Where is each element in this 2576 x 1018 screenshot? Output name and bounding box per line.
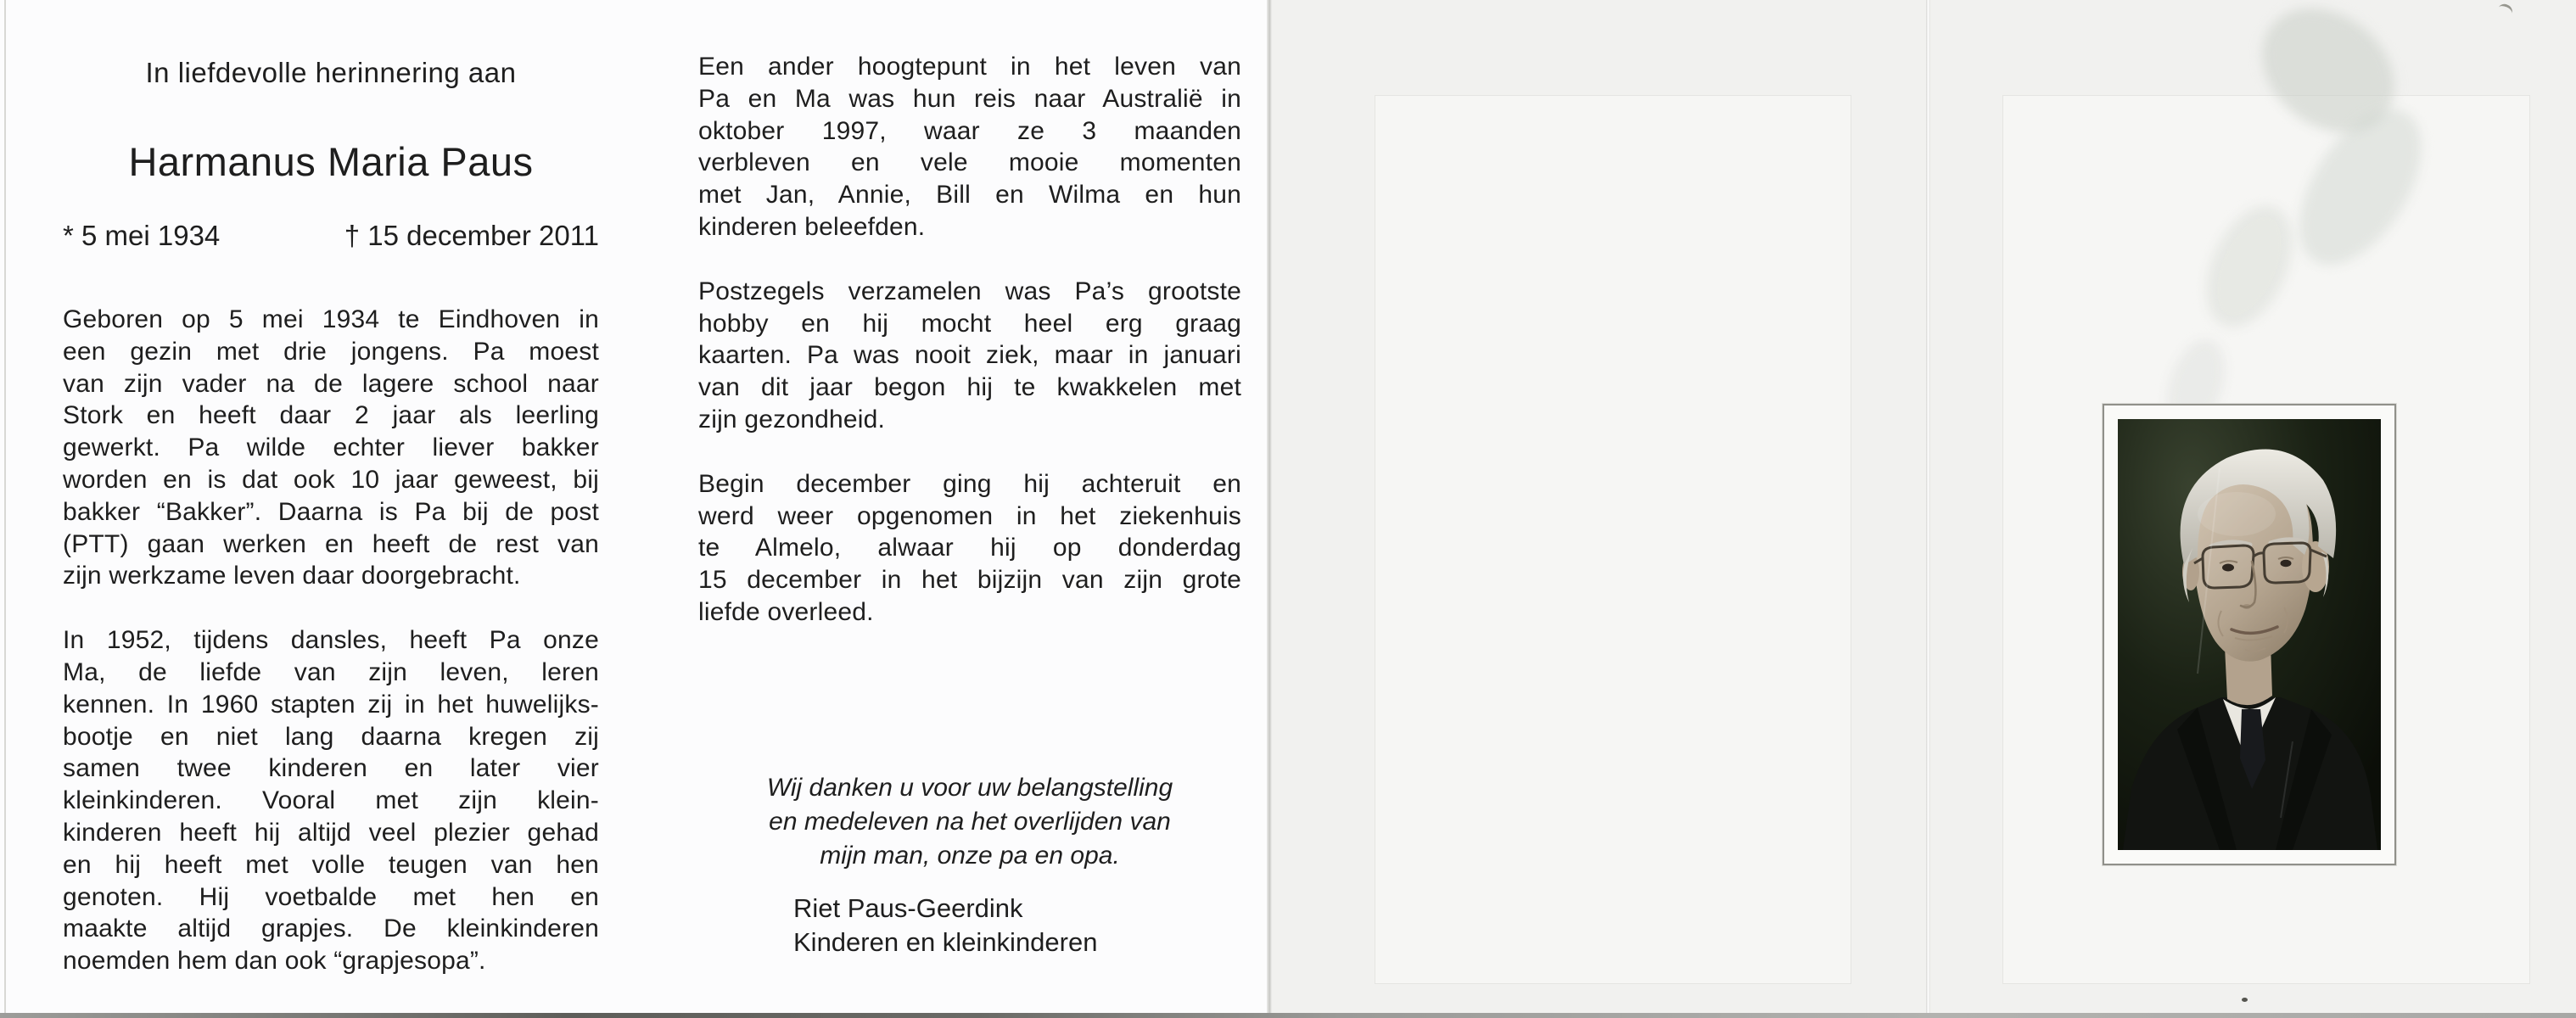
text-line: genoten. Hij voetbalde met hen en xyxy=(63,882,599,911)
text-line: van zijn vader na de lagere school naar xyxy=(63,369,599,398)
text-line: Ma, de liefde van zijn leven, leren xyxy=(63,657,599,686)
text-line: zijn werkzame leven daar doorgebracht. xyxy=(63,562,521,590)
text-line: mijn man, onze pa en opa. xyxy=(820,841,1120,870)
text-line: te Almelo, alwaar hij op donderdag xyxy=(698,534,1241,562)
portrait-photo xyxy=(2118,419,2381,850)
text-line: Riet Paus-Geerdink xyxy=(793,892,1023,923)
text-line: kleinkinderen. Vooral met zijn klein- xyxy=(63,786,599,815)
biography-paragraph-3 xyxy=(698,51,1241,243)
inside-right-column xyxy=(698,51,1241,959)
text-line: een gezin met drie jongens. Pa moest xyxy=(63,337,599,366)
text-line: werd weer opgenomen in het ziekenhuis xyxy=(698,501,1241,530)
text-line: zijn gezondheid. xyxy=(698,405,886,433)
text-line: In 1952, tijdens dansles, heeft Pa onze xyxy=(63,626,599,655)
portrait-photo-frame xyxy=(2103,404,2396,865)
text-line: Een ander hoogtepunt in het leven van xyxy=(698,53,1241,81)
embossed-border-back-panel xyxy=(1375,95,1851,984)
memorial-header: In liefdevolle herinnering aan xyxy=(145,57,517,88)
text-line: Kinderen en kleinkinderen xyxy=(793,926,1098,957)
text-line: verbleven en vele mooie momenten xyxy=(698,148,1241,177)
text-line: Geboren op 5 mei 1934 te Eindhoven in xyxy=(63,305,599,333)
deceased-name: Harmanus Maria Paus xyxy=(128,139,534,184)
scan-speck xyxy=(2242,998,2248,1002)
biography-paragraph-2 xyxy=(63,624,599,977)
text-line: (PTT) gaan werken en heeft de rest van xyxy=(63,529,599,558)
biography-paragraph-4 xyxy=(698,276,1241,436)
text-line: bakker “Bakker”. Daarna is Pa bij de post xyxy=(63,497,599,526)
card-inside-panel xyxy=(0,0,1269,1018)
text-line: maakte altijd grapjes. De kleinkinderen xyxy=(63,915,599,943)
biography-paragraph-5 xyxy=(698,468,1241,629)
signature-names xyxy=(698,892,1241,959)
text-line: hobby en hij mocht heel erg graag xyxy=(698,309,1241,338)
portrait-illustration xyxy=(2118,419,2381,850)
text-line: bootje en niet lang daarna kregen zij xyxy=(63,722,599,751)
text-line: Stork en heeft daar 2 jaar als leerling xyxy=(63,401,599,430)
fold-crease xyxy=(1926,0,1930,1018)
text-line: kinderen beleefden. xyxy=(698,212,926,241)
text-line: kennen. In 1960 stapten zij in het huwelijks- xyxy=(63,690,599,719)
text-line: kaarten. Pa was nooit ziek, maar in januari xyxy=(698,341,1241,370)
text-line: worden en is dat ook 10 jaar geweest, bij xyxy=(63,465,599,494)
text-line: van dit jaar begon hij te kwakkelen met xyxy=(698,373,1241,402)
text-line: en hij heeft met volle teugen van hen xyxy=(63,850,599,879)
acknowledgement-text xyxy=(698,771,1241,873)
text-line: kinderen heeft hij altijd veel plezier gehad xyxy=(63,818,599,847)
text-line: samen twee kinderen en later vier xyxy=(63,754,599,783)
life-dates xyxy=(63,219,599,253)
text-line: oktober 1997, waar ze 3 maanden xyxy=(698,116,1241,145)
biography-paragraph-1 xyxy=(63,304,599,592)
scan-bottom-edge xyxy=(0,1013,2576,1018)
text-line: met Jan, Annie, Bill en Wilma en hun xyxy=(698,181,1241,210)
text-line: Begin december ging hij achteruit en xyxy=(698,469,1241,498)
text-line: Postzegels verzamelen was Pa’s grootste xyxy=(698,277,1241,305)
text-line: 15 december in het bijzijn van zijn grote xyxy=(698,566,1241,595)
text-line: noemden hem dan ook “grapjesopa”. xyxy=(63,947,486,976)
text-line: gewerkt. Pa wilde echter liever bakker xyxy=(63,433,599,462)
card-outside-panel xyxy=(1272,0,2576,1018)
text-line: en medeleven na het overlijden van xyxy=(769,807,1171,836)
text-line: Wij danken u voor uw belangstelling xyxy=(766,773,1173,802)
text-line: liefde overleed. xyxy=(698,597,874,626)
birth-date: * 5 mei 1934 xyxy=(63,220,221,251)
text-line: Pa en Ma was hun reis naar Australië in xyxy=(698,84,1241,113)
scan-corner-mark xyxy=(2496,2,2515,20)
inside-left-column xyxy=(63,56,599,977)
death-date: † 15 december 2011 xyxy=(344,220,599,251)
